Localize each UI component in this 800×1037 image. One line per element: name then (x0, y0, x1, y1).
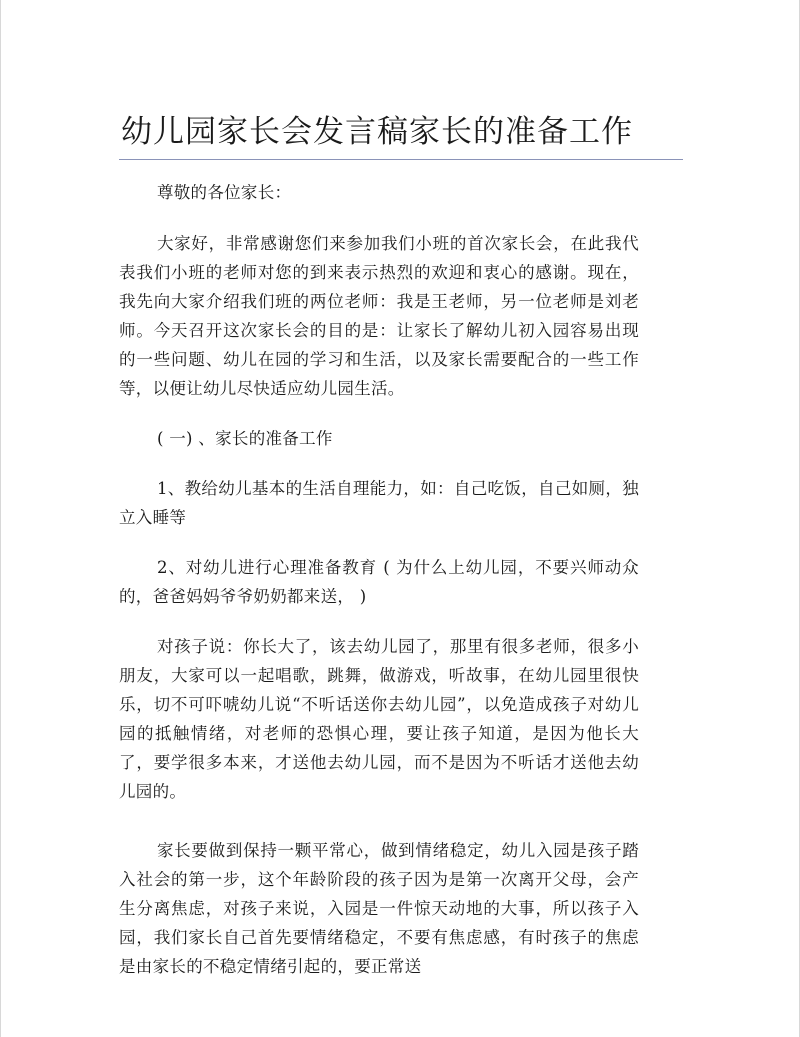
section-heading: ( 一) 、家长的准备工作 (156, 429, 333, 448)
paragraph-item-1: 1、教给幼儿基本的生活自理能力，如：自己吃饭，自己如厕，独立入睡等 (119, 479, 639, 527)
paragraph-item-2: 2、对幼儿进行心理准备教育 ( 为什么上幼儿园，不要兴师动众的，爸爸妈妈爷爷奶奶都来送， ) (119, 558, 639, 606)
paragraph-welcome: 大家好，非常感谢您们来参加我们小班的首次家长会，在此我代表我们小班的老师对您的到来表示热烈的欢迎和衷心的感谢。现在，我先向大家介绍我们班的两位老师：我是王老师，另一位老师是刘老师。今天召开这次家长会的目的是：让家长了解幼儿初入园容易出现的一些问题、幼儿在园的学习和生活，以及家长需要配合的一些工作等，以便让幼儿尽快适应幼儿园生活。 (119, 234, 639, 398)
document-body (119, 178, 639, 1002)
title-underline (119, 159, 683, 160)
document-title: 幼儿园家长会发言稿家长的准备工作 (121, 114, 633, 150)
paragraph-talk-to-child: 对孩子说：你长大了，该去幼儿园了，那里有很多老师，很多小朋友，大家可以一起唱歌，跳舞，做游戏，听故事，在幼儿园里很快乐，切不可吓唬幼儿说“不听话送你去幼儿园”，以免造成孩子对幼儿园的抵触情绪，对老师的恐惧心理，要让孩子知道，是因为他长大了，要学很多本来，才送他去幼儿园，而不是因为不听话才送他去幼儿园的。 (119, 637, 639, 801)
paragraph-parent-calm: 家长要做到保持一颗平常心，做到情绪稳定，幼儿入园是孩子踏入社会的第一步，这个年龄阶段的孩子因为是第一次离开父母，会产生分离焦虑，对孩子来说，入园是一件惊天动地的大事，所以孩子入园，我们家长自己首先要情绪稳定，不要有焦虑感，有时孩子的焦虑是由家长的不稳定情绪引起的，要正常送 (119, 841, 639, 976)
salutation: 尊敬的各位家长： (156, 183, 292, 202)
